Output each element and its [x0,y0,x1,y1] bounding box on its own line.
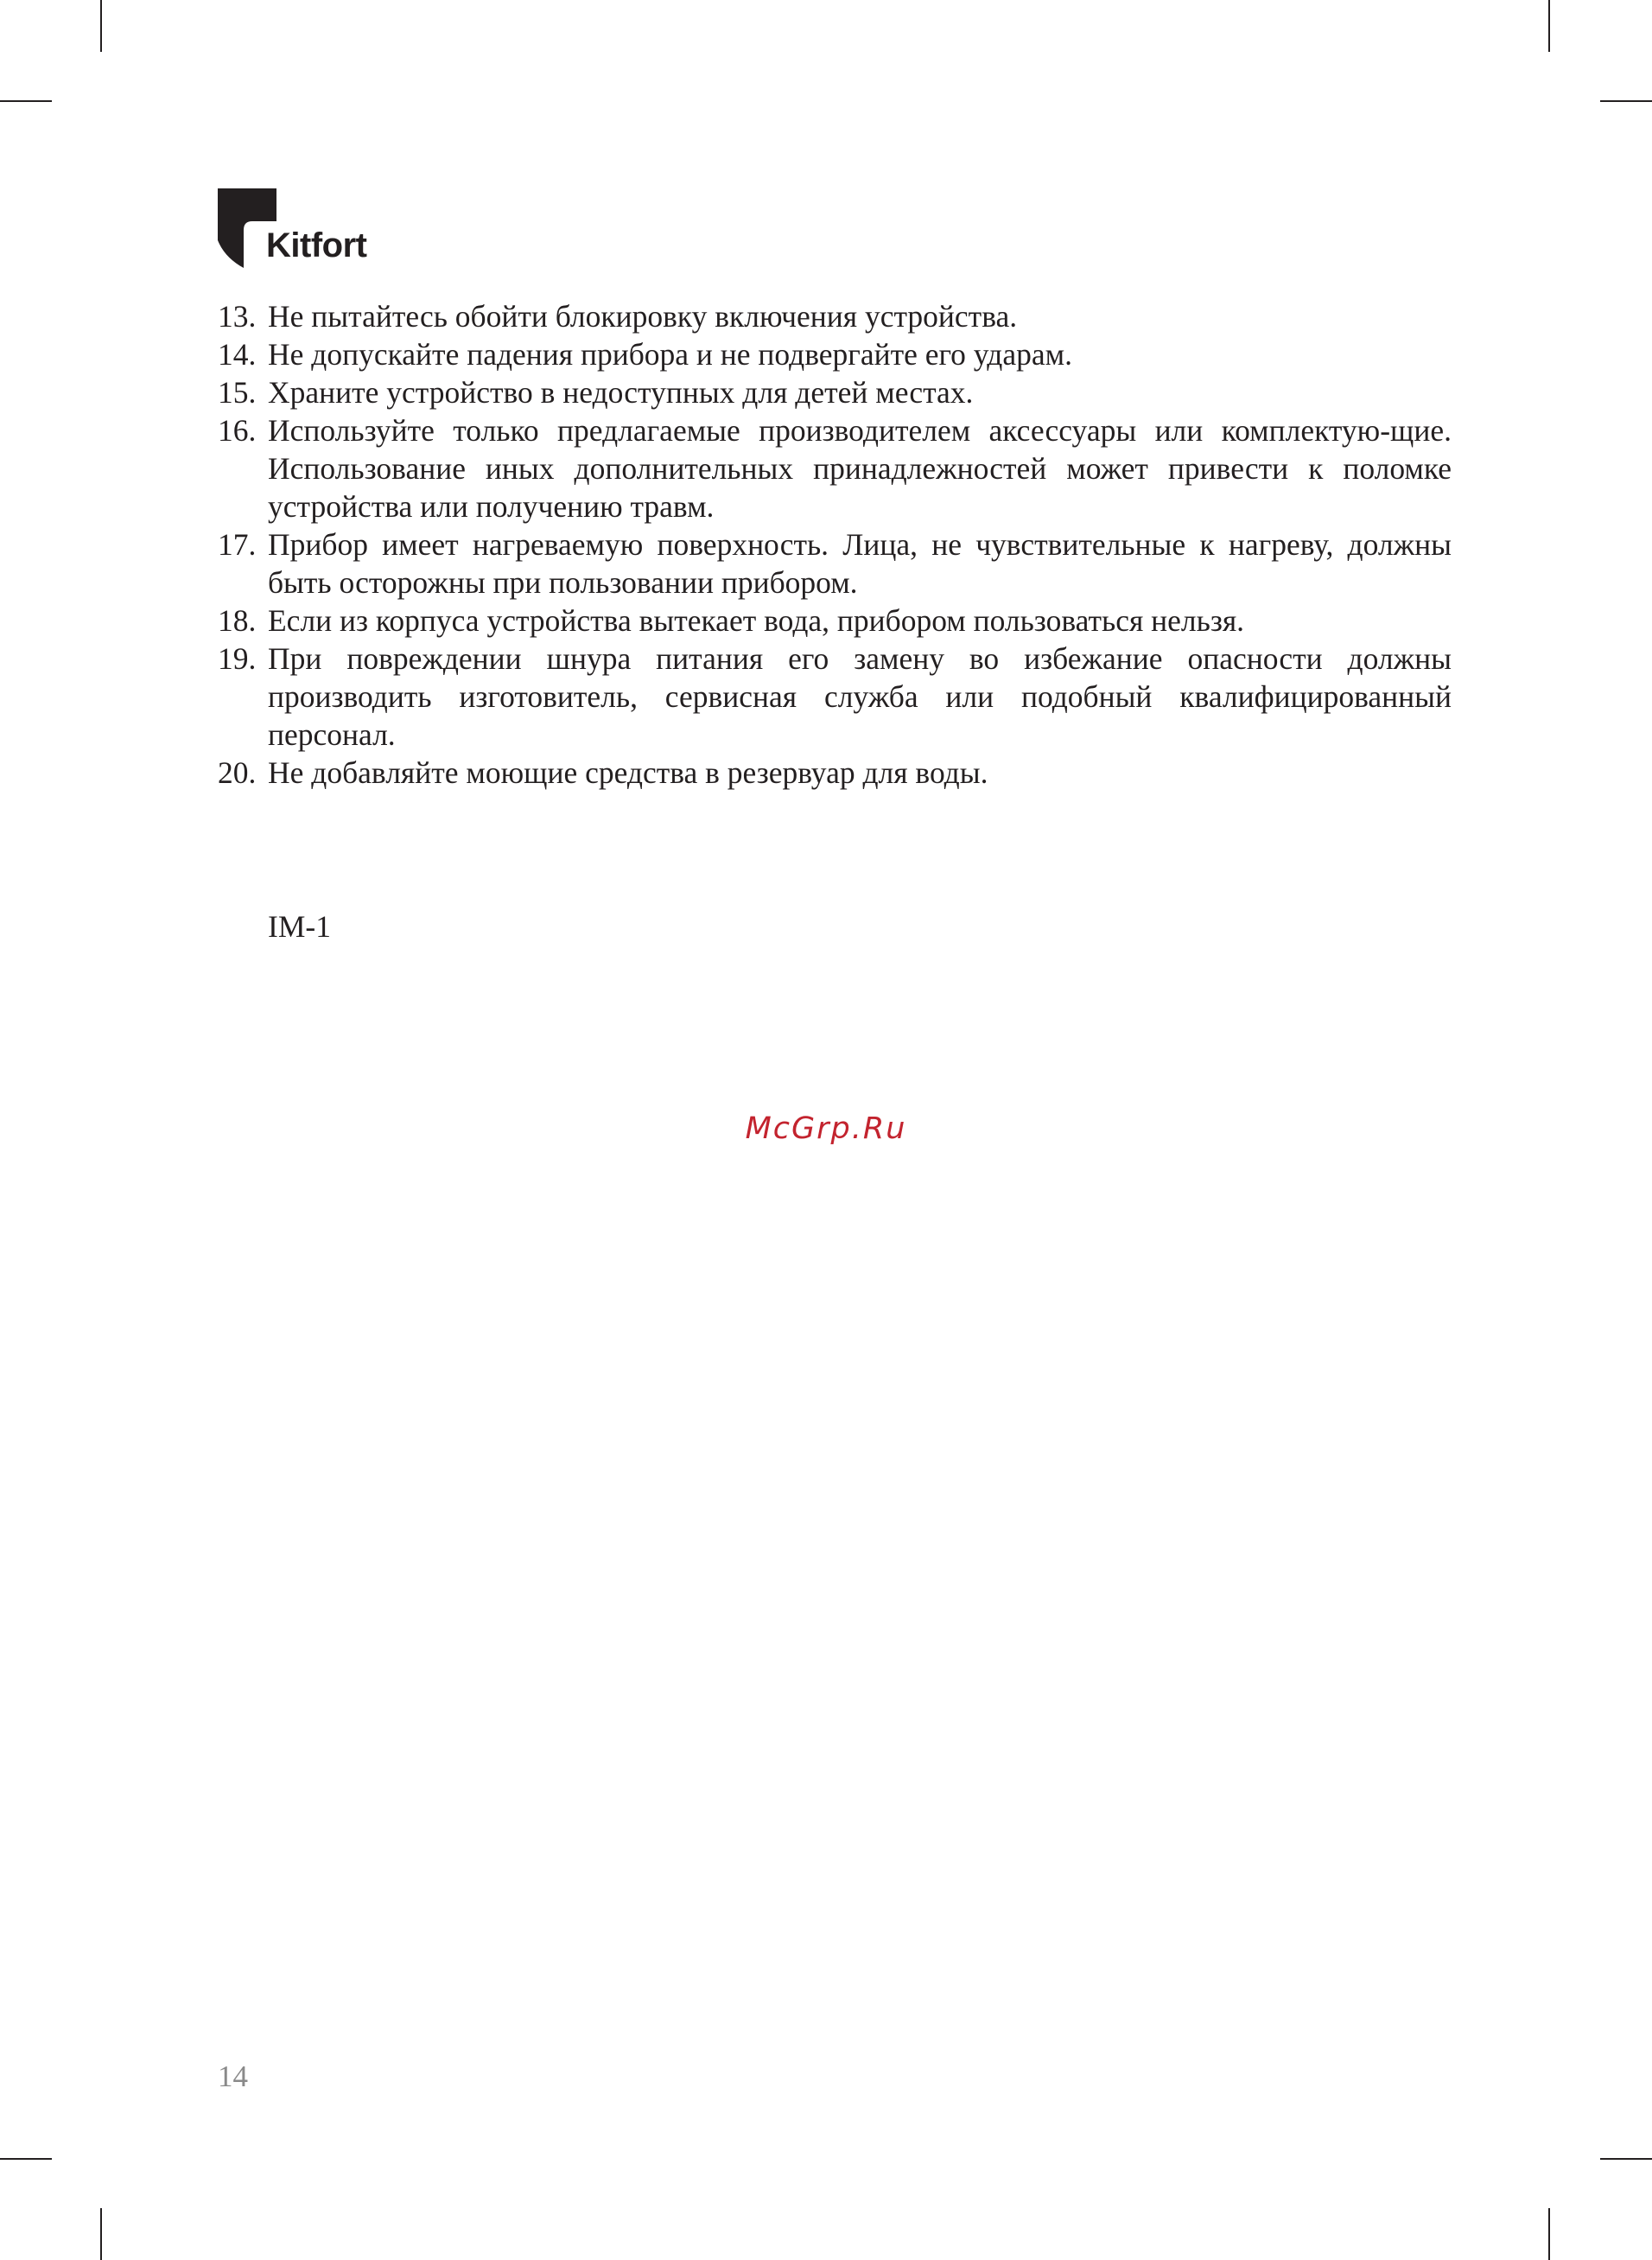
kitfort-logo [218,188,391,271]
crop-mark-top-right-vertical [1548,0,1550,52]
list-item [218,373,1452,411]
rule-text: Не пытайтесь обойти блокировку включения устройства. [268,299,1018,334]
list-item [218,754,1452,792]
list-item [218,297,1452,335]
rule-number: 13. [218,299,257,334]
rule-number: 15. [218,375,257,410]
crop-mark-bottom-left-vertical [100,2208,102,2260]
rule-number: 20. [218,755,257,790]
list-item [218,335,1452,373]
rule-number: 19. [218,641,257,676]
rule-number: 14. [218,337,257,372]
rule-text: Прибор имеет нагреваемую поверхность. Лица, не чувствительные к нагреву, должны быть осторожны при пользовании прибором. [268,527,1452,600]
rule-text: Не допускайте падения прибора и не подвергайте его ударам. [268,337,1072,372]
crop-mark-top-left-vertical [100,0,102,52]
watermark: McGrp.Ru [745,1111,907,1146]
list-item [218,525,1452,602]
crop-mark-bottom-right-vertical [1548,2208,1550,2260]
rule-number: 17. [218,527,257,562]
crop-mark-top-right-horizontal [1600,100,1652,102]
model-code: IM-1 [268,909,331,944]
list-item [218,411,1452,525]
crop-mark-bottom-left-horizontal [0,2158,52,2160]
rule-number: 18. [218,603,257,638]
crop-mark-top-left-horizontal [0,100,52,102]
list-item [218,640,1452,754]
rule-text: Не добавляйте моющие средства в резервуар для воды. [268,755,988,790]
crop-mark-bottom-right-horizontal [1600,2158,1652,2160]
rule-number: 16. [218,413,257,448]
page-number: 14 [218,2059,248,2093]
brand-name: Kitfort [266,226,367,264]
rule-text: При повреждении шнура питания его замену во избежание опасности должны производить изготовитель, сервисная служба или подобный квалифицированный персонал. [268,641,1452,752]
list-item [218,602,1452,640]
rule-text: Используйте только предлагаемые производителем аксессуары или комплектую-щие. Использование иных дополнительных принадлежностей может привести к поломке устройства или получению травм. [268,413,1452,524]
rule-text: Храните устройство в недоступных для детей местах. [268,375,974,410]
safety-rules-list [218,297,1452,792]
rule-text: Если из корпуса устройства вытекает вода, прибором пользоваться нельзя. [268,603,1245,638]
